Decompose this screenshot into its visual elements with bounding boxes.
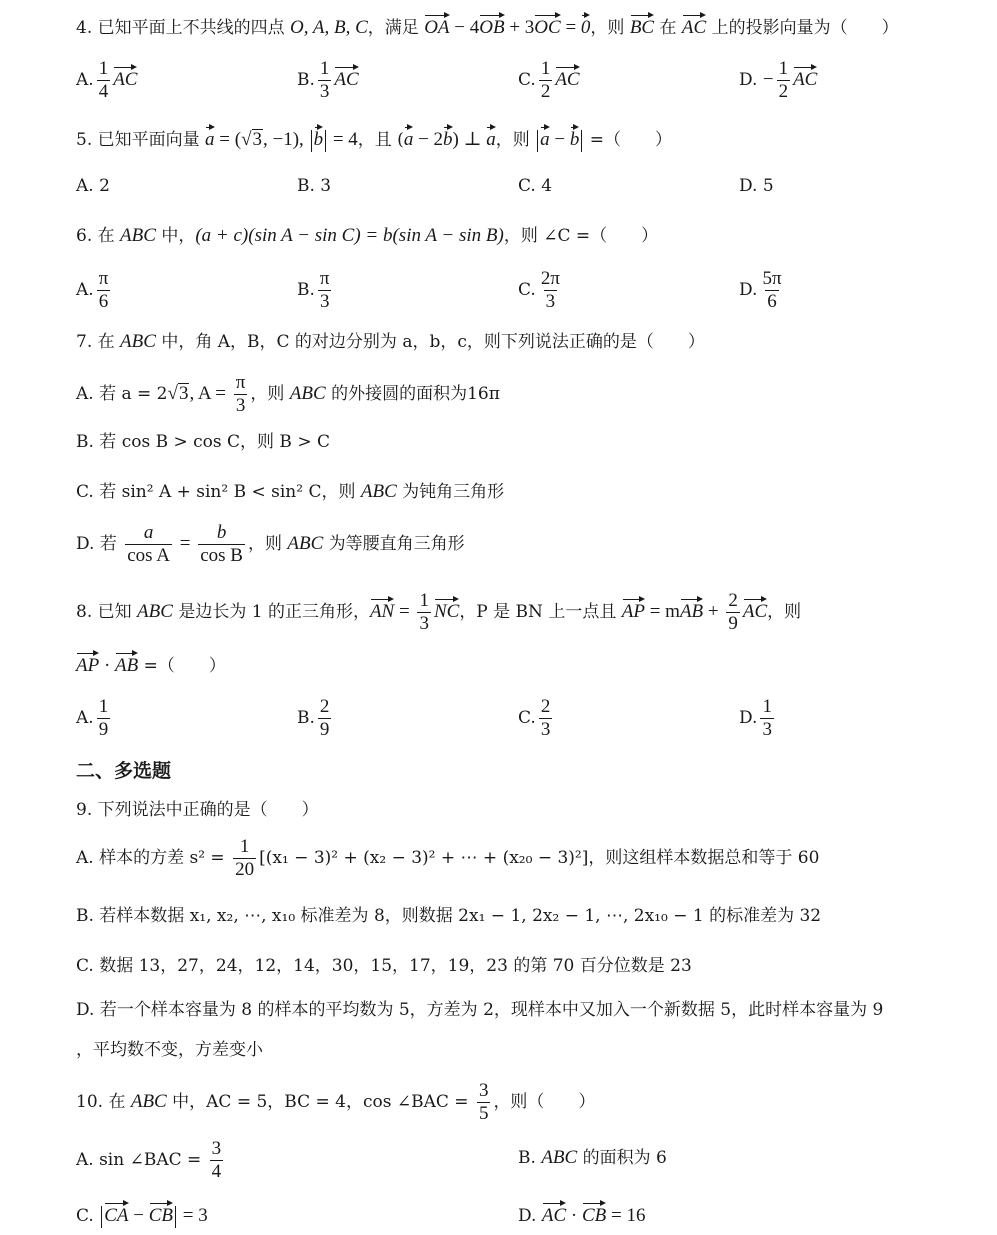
q7-option-c[interactable]: C. 若 sin² A + sin² B < sin² C，则 ABC 为钝角三角形 [76,481,505,502]
q9-option-b[interactable]: B. 若样本数据 x₁, x₂, ⋯, x₁₀ 标准差为 8，则数据 2x₁ − 1, 2x₂ − 1, ⋯, 2x₁₀ − 1 的标准差为 32 [76,906,822,926]
q8-option-a[interactable]: A. $\frac{1}{9}$ [76,696,109,740]
q9-stem: 9. 下列说法中正确的是（ ） [76,800,319,820]
q4-option-c[interactable]: C. $\frac{1}{2}$ AC [518,58,580,102]
q5-option-a[interactable]: A. 2 [76,176,110,196]
q10-option-b[interactable]: B. ABC 的面积为 6 [518,1147,667,1168]
q4-option-a[interactable]: A. $\frac{1}{4}$ AC [76,58,138,102]
q8-stem: 8. 已知 ABC 是边长为 1 的正三角形，AN = $\frac{1}{3}$ NC，P 是 BN 上一点且 AP = mAB + $\frac{2}{9}$ AC，则 [76,590,802,634]
q4-option-b[interactable]: B. $\frac{1}{3}$ AC [297,58,359,102]
q7-option-b[interactable]: B. 若 cos B > cos C，则 B > C [76,432,330,452]
q7-option-a[interactable]: A. 若 a = 2√3, A = $\frac{\pi}{3}$ ，则 ABC 的外接圆的面积为16π [76,372,500,416]
q10-option-a[interactable]: A. sin ∠BAC = $\frac{3}{4}$ [76,1138,222,1182]
q9-option-d[interactable]: D. 若一个样本容量为 8 的样本的平均数为 5，方差为 2，现样本中又加入一个新数据 5，此时样本容量为 9 [76,1000,884,1020]
q7-stem: 7. 在 ABC 中，角 A，B，C 的对边分别为 a，b，c，则下列说法正确的是（ ） [76,331,705,352]
q10-option-c[interactable]: C. CA − CB = 3 [76,1200,208,1228]
q6-option-c[interactable]: C. $\frac{2\pi}{3}$ [518,268,560,312]
q6-option-d[interactable]: D. $\frac{5\pi}{6}$ [739,268,782,312]
q9-option-c[interactable]: C. 数据 13，27，24，12，14，30，15，17，19，23 的第 70 百分位数是 23 [76,956,692,976]
q8-option-b[interactable]: B. $\frac{2}{9}$ [297,696,330,740]
section-heading: 二、多选题 [76,760,172,782]
q9-option-a[interactable]: A. 样本的方差 s² = $\frac{1}{20}$ [(x₁ − 3)² + (x₂ − 3)² + ⋯ + (x₂₀ − 3)²]，则这组样本数据总和等于 60 [76,836,820,880]
q7-option-d[interactable]: D. 若 $\frac{a}{\text{cos A}}$ = $\frac{b}{\text{cos B}}$ ，则 ABC 为等腰直角三角形 [76,522,465,566]
q6-option-a[interactable]: A. $\frac{\pi}{6}$ [76,268,109,312]
q5-stem: 5. 已知平面向量 a = (√3, −1), b = 4，且 (a − 2b) ⊥ a，则 a − b =（ ） [76,124,672,152]
q10-stem: 10. 在 ABC 中，AC = 5，BC = 4，cos ∠BAC = $\frac{3}{5}$ ，则（ ） [76,1080,596,1124]
q9-option-d-cont: ，平均数不变，方差变小 [76,1040,263,1060]
q8-option-d[interactable]: D. $\frac{1}{3}$ [739,696,772,740]
q4-stem: 4. 已知平面上不共线的四点 O, A, B, C，满足 OA − 4OB + 3OC = 0，则 BC 在 AC 上的投影向量为（ ） [76,12,899,40]
q10-option-d[interactable]: D. AC · CB = 16 [518,1200,645,1228]
q5-option-b[interactable]: B. 3 [297,176,332,196]
q6-option-b[interactable]: B. $\frac{\pi}{3}$ [297,268,330,312]
q6-stem: 6. 在 ABC 中，(a + c)(sin A − sin C) = b(sin A − sin B)，则 ∠C =（ ） [76,225,659,246]
q5-option-d[interactable]: D. 5 [739,176,774,196]
q4-option-d[interactable]: D. − $\frac{1}{2}$ AC [739,58,818,102]
q8-option-c[interactable]: C. $\frac{2}{3}$ [518,696,551,740]
q8-stem-line2: AP · AB =（ ） [76,650,226,678]
q5-option-c[interactable]: C. 4 [518,176,553,196]
